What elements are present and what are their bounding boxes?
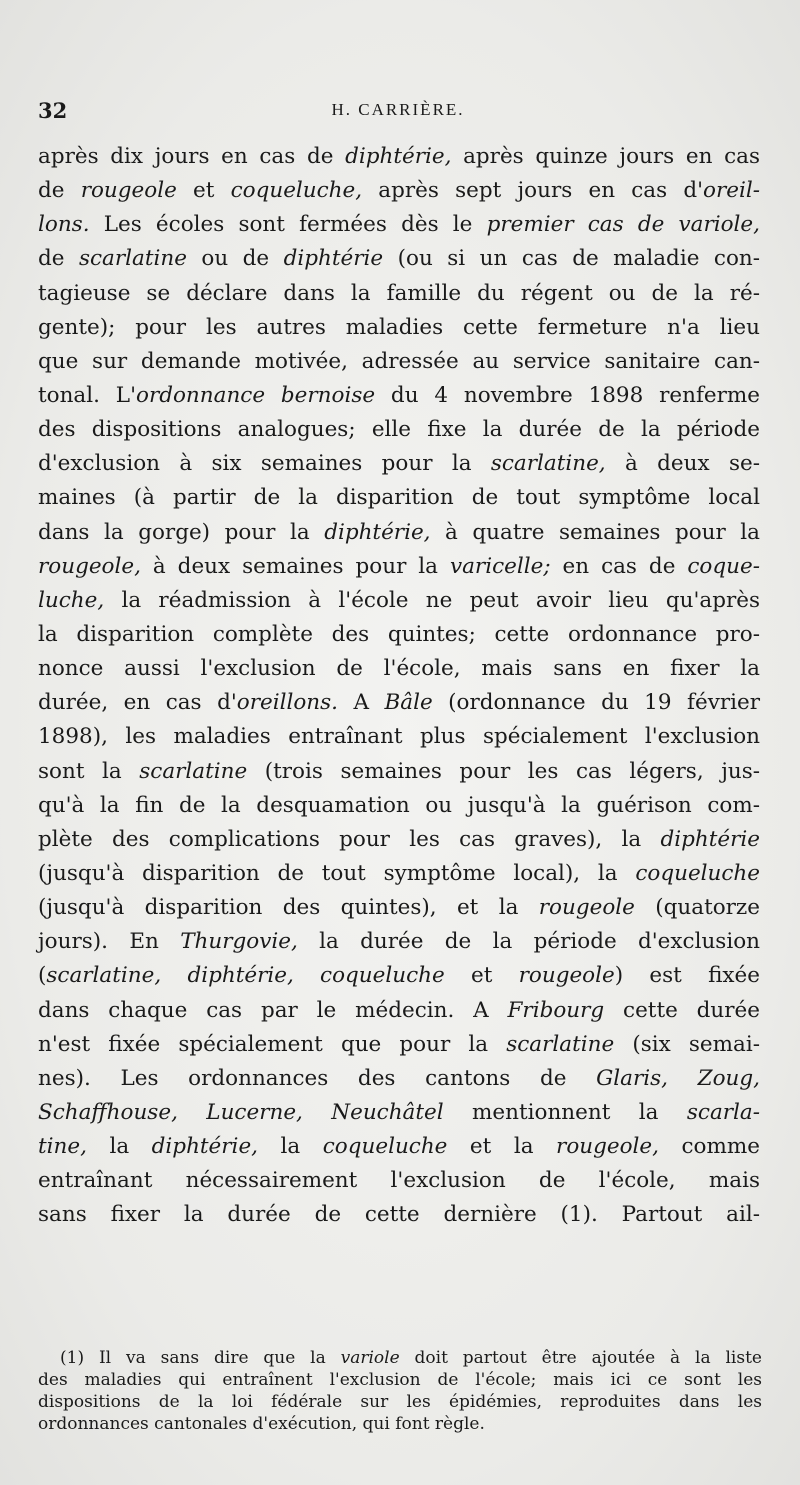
text-line bbox=[38, 1164, 760, 1198]
text-segment: doit partout être ajoutée à la liste bbox=[399, 1348, 762, 1368]
text-segment: nonce aussi l'exclusion de l'école, mais sans en fixer la bbox=[38, 656, 760, 682]
text-segment: la bbox=[258, 1134, 323, 1160]
italic-text: diphtérie, bbox=[345, 144, 452, 169]
italic-text: diphtérie, bbox=[151, 1134, 258, 1160]
italic-text: rougeole bbox=[80, 178, 177, 204]
text-segment: (jusqu'à disparition des quintes), et la bbox=[38, 895, 539, 921]
text-segment: gente); pour les autres maladies cette fermeture n'a lieu bbox=[38, 314, 760, 340]
text-segment: la réadmission à l'école ne peut avoir lieu qu'après bbox=[104, 587, 760, 613]
text-segment: après sept jours en cas d' bbox=[362, 178, 704, 204]
text-segment: sans fixer la durée de cette dernière (1). Partout ail- bbox=[38, 1202, 760, 1228]
italic-text: Bâle bbox=[384, 690, 433, 716]
text-segment: de bbox=[38, 246, 79, 272]
text-segment: après dix jours en cas de bbox=[38, 144, 346, 169]
text-line bbox=[38, 1062, 760, 1096]
italic-text: oreillons. bbox=[236, 690, 338, 716]
text-line bbox=[38, 857, 760, 891]
italic-text: scarla- bbox=[686, 1099, 761, 1125]
text-segment: tonal. L' bbox=[38, 382, 136, 408]
text-segment: sont la bbox=[38, 758, 140, 784]
italic-text: tine, bbox=[38, 1134, 87, 1160]
text-segment: et bbox=[444, 963, 519, 989]
text-line bbox=[38, 174, 760, 208]
text-line bbox=[38, 686, 760, 720]
text-segment: qu'à la fin de la desquamation ou jusqu'à la guérison com- bbox=[38, 792, 760, 818]
text-segment: jours). En bbox=[38, 929, 181, 955]
text-segment: et bbox=[176, 178, 231, 204]
text-segment: ordonnances cantonales d'exécution, qui font règle. bbox=[38, 1414, 485, 1434]
footnotes bbox=[38, 1347, 762, 1435]
italic-text: Schaffhouse, Lucerne, Neuchâtel bbox=[38, 1099, 444, 1125]
text-segment: du 4 novembre 1898 renferme bbox=[375, 382, 761, 408]
text-segment: dans chaque cas par le médecin. A bbox=[38, 997, 508, 1023]
footnote-line bbox=[38, 1391, 762, 1413]
text-line bbox=[38, 413, 760, 447]
text-line bbox=[38, 994, 760, 1028]
text-segment: cette durée bbox=[604, 997, 760, 1023]
text-segment: (1) Il va sans dire que la bbox=[60, 1348, 341, 1368]
italic-text: Fribourg bbox=[507, 997, 605, 1023]
text-line bbox=[38, 652, 760, 686]
italic-text: scarlatine bbox=[78, 246, 187, 272]
text-line bbox=[38, 345, 760, 379]
text-segment: A bbox=[337, 690, 385, 716]
text-segment: comme bbox=[658, 1134, 760, 1160]
text-line bbox=[38, 379, 760, 413]
text-line bbox=[38, 755, 760, 789]
text-segment: d'exclusion à six semaines pour la bbox=[38, 451, 491, 477]
text-line bbox=[38, 277, 760, 311]
italic-text: diphtérie bbox=[283, 246, 384, 272]
text-line bbox=[38, 789, 760, 823]
text-line bbox=[38, 1096, 760, 1130]
text-segment: après quinze jours en cas bbox=[451, 144, 761, 169]
text-segment: 1898), les maladies entraînant plus spécialement l'exclusion bbox=[38, 724, 760, 750]
text-line bbox=[38, 959, 760, 993]
text-segment: la durée de la période d'exclusion bbox=[297, 929, 761, 955]
text-segment: de bbox=[38, 178, 81, 204]
text-line bbox=[38, 481, 760, 515]
text-line bbox=[38, 447, 760, 481]
text-line bbox=[38, 1198, 760, 1232]
italic-text: coque- bbox=[687, 553, 760, 579]
italic-text: ordonnance bernoise bbox=[136, 382, 376, 408]
italic-text: varicelle; bbox=[449, 553, 551, 579]
text-line bbox=[38, 1028, 760, 1062]
text-segment: en cas de bbox=[550, 553, 688, 579]
text-segment: dans la gorge) pour la bbox=[38, 519, 325, 545]
page-number: 32 bbox=[38, 98, 68, 123]
italic-text: scarlatine bbox=[506, 1031, 615, 1057]
text-line bbox=[38, 516, 760, 550]
text-line bbox=[38, 1130, 760, 1164]
text-segment: durée, en cas d' bbox=[38, 690, 237, 716]
text-segment: ( bbox=[38, 963, 47, 989]
text-line bbox=[38, 311, 760, 345]
text-line bbox=[38, 140, 760, 174]
italic-text: luche, bbox=[38, 587, 105, 613]
text-line bbox=[38, 550, 760, 584]
italic-text: variole bbox=[340, 1348, 400, 1368]
text-segment: dispositions de la loi fédérale sur les épidémies, reproduites dans les bbox=[38, 1392, 762, 1412]
text-segment: (jusqu'à disparition de tout symptôme local), la bbox=[38, 860, 636, 886]
text-segment: maines (à partir de la disparition de tout symptôme local bbox=[38, 485, 760, 511]
running-head: H. CARRIÈRE. bbox=[331, 100, 465, 119]
text-segment: (ou si un cas de maladie con- bbox=[383, 246, 760, 272]
italic-text: diphtérie, bbox=[324, 519, 431, 545]
text-segment: (trois semaines pour les cas légers, jus- bbox=[247, 758, 761, 784]
italic-text: lons. bbox=[38, 212, 90, 238]
italic-text: premier cas de variole, bbox=[486, 212, 760, 238]
italic-text: rougeole, bbox=[38, 553, 141, 579]
text-line bbox=[38, 891, 760, 925]
text-segment: (six semai- bbox=[614, 1031, 760, 1057]
text-line bbox=[38, 925, 760, 959]
text-segment: ou de bbox=[186, 246, 284, 272]
text-segment: n'est fixée spécialement que pour la bbox=[38, 1031, 507, 1057]
page-header bbox=[38, 98, 758, 128]
text-segment: et la bbox=[447, 1134, 557, 1160]
italic-text: coqueluche, bbox=[230, 178, 363, 204]
text-segment: ) est fixée bbox=[614, 963, 760, 989]
italic-text: scarlatine, bbox=[490, 451, 606, 477]
text-segment: (quatorze bbox=[634, 895, 760, 921]
italic-text: rougeole, bbox=[556, 1134, 659, 1160]
text-line bbox=[38, 823, 760, 857]
footnote-line bbox=[38, 1347, 762, 1369]
text-segment: (ordonnance du 19 février bbox=[432, 690, 760, 716]
text-segment: à deux semaines pour la bbox=[140, 553, 450, 579]
text-segment: à quatre semaines pour la bbox=[430, 519, 761, 545]
italic-text: diphtérie bbox=[660, 826, 760, 852]
text-segment: la bbox=[86, 1134, 152, 1160]
text-segment: que sur demande motivée, adressée au service sanitaire can- bbox=[38, 348, 760, 374]
text-line bbox=[38, 720, 760, 754]
text-segment: des dispositions analogues; elle fixe la durée de la période bbox=[38, 417, 760, 443]
text-segment: des maladies qui entraînent l'exclusion de l'école; mais ici ce sont les bbox=[38, 1370, 762, 1390]
text-line bbox=[38, 618, 760, 652]
italic-text: rougeole bbox=[538, 895, 635, 921]
text-segment: Les écoles sont fermées dès le bbox=[89, 212, 487, 238]
italic-text: Glaris, Zoug, bbox=[596, 1065, 760, 1091]
italic-text: scarlatine bbox=[139, 758, 248, 784]
text-line bbox=[38, 208, 760, 242]
text-segment: la disparition complète des quintes; cette ordonnance pro- bbox=[38, 621, 760, 647]
italic-text: coqueluche bbox=[635, 860, 760, 886]
text-segment: tagieuse se déclare dans la famille du régent ou de la ré- bbox=[38, 280, 760, 306]
text-segment: à deux se- bbox=[605, 451, 760, 477]
text-line bbox=[38, 584, 760, 618]
text-line bbox=[38, 242, 760, 276]
footnote-line bbox=[38, 1369, 762, 1391]
text-segment: mentionnent la bbox=[443, 1099, 687, 1125]
italic-text: Thurgovie, bbox=[180, 929, 298, 955]
text-segment: plète des complications pour les cas graves), la bbox=[38, 826, 661, 852]
text-segment: nes). Les ordonnances des cantons de bbox=[38, 1065, 597, 1091]
footnote-line bbox=[38, 1413, 762, 1435]
body-text bbox=[38, 140, 760, 1233]
text-segment: entraînant nécessairement l'exclusion de l'école, mais bbox=[38, 1168, 760, 1194]
italic-text: coqueluche bbox=[322, 1134, 448, 1160]
italic-text: scarlatine, diphtérie, coqueluche bbox=[46, 963, 445, 989]
italic-text: oreil- bbox=[703, 178, 760, 204]
italic-text: rougeole bbox=[518, 963, 615, 989]
